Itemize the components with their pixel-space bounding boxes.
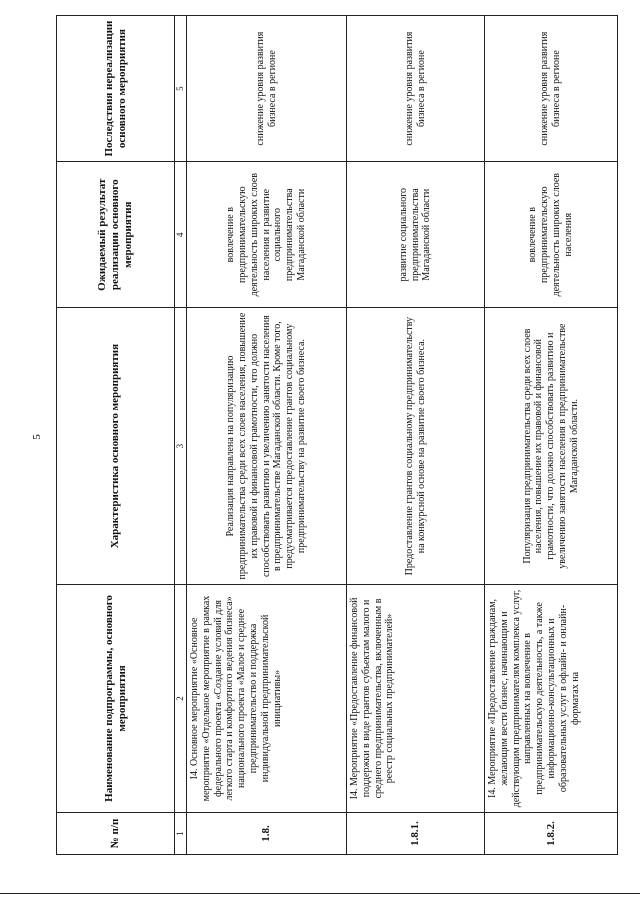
column-number: 4 <box>175 162 187 308</box>
page-number: 5 <box>30 434 43 440</box>
header-consequence: Последствия нереализации основного мероприятия <box>57 16 175 162</box>
expected-result: вовлечение в предпринимательскую деятельность широких слоев населения <box>485 162 618 308</box>
bottom-rule <box>0 893 640 894</box>
measures-table <box>56 15 618 855</box>
consequence: снижение уровня развития бизнеса в регионе <box>187 16 347 162</box>
column-number: 1 <box>175 812 187 854</box>
header-row <box>57 16 175 855</box>
measure-characteristic: Реализация направлена на популяризацию предпринимательства среди всех слоев населения, повышение их правовой и финансовой грамотности, что должно способствовать развитию и увеличению занятости населения в предпринимательстве Магаданской области. Кроме того, предусматривается предоставление грантов социальному предпринимательству на развитие своего бизнеса. <box>187 308 347 585</box>
expected-result: развитие социального предпринимательства Магаданской области <box>347 162 485 308</box>
row-number: 1.8.1. <box>347 812 485 854</box>
consequence: снижение уровня развития бизнеса в регионе <box>347 16 485 162</box>
consequence: снижение уровня развития бизнеса в регионе <box>485 16 618 162</box>
table-row <box>485 16 618 855</box>
measure-characteristic: Предоставление грантов социальному предпринимательству на конкурсной основе на развитие своего бизнеса. <box>347 308 485 585</box>
rotated-table-container <box>56 15 616 855</box>
measure-name: I4. Мероприятие «Предоставление финансовой поддержки в виде грантов субъектам малого и среднего предпринимательства, включенным в реестр социальных предпринимателей» <box>347 584 485 812</box>
row-number: 1.8. <box>187 812 347 854</box>
table-row <box>187 16 347 855</box>
expected-result: вовлечение в предпринимательскую деятельность широких слоев населения и развитие социального предпринимательства Магаданской области <box>187 162 347 308</box>
row-number: 1.8.2. <box>485 812 618 854</box>
measure-characteristic: Популяризация предпринимательства среди всех слоев населения, повышение их правовой и финансовой грамотности, что должно способствовать развитию и увеличению занятости населения в предпринимательстве Магаданской области. <box>485 308 618 585</box>
column-number-row <box>175 16 187 855</box>
header-name: Наименование подпрограммы, основного мероприятия <box>57 584 175 812</box>
header-characteristic: Характеристика основного мероприятия <box>57 308 175 585</box>
column-number: 3 <box>175 308 187 585</box>
table-row <box>347 16 485 855</box>
measure-name: I4. Основное мероприятие «Основное мероприятие «Отдельное мероприятие в рамках федерального проекта «Создание условий для легкого старта и комфортного ведения бизнеса» национального проекта «Малое и среднее предпринимательство и поддержка индивидуальной предпринимательской инициативы» <box>187 584 347 812</box>
header-number: № п/п <box>57 812 175 854</box>
column-number: 2 <box>175 584 187 812</box>
header-result: Ожидаемый результат реализации основного мероприятия <box>57 162 175 308</box>
measure-name: I4. Мероприятие «Предоставление гражданам, желающим вести бизнес, начинающим и действующим предпринимателям комплекса услуг, направленных на вовлечение в предпринимательскую деятельность, а также информационно-консультационных и образовательных услуг в офлайн- и онлайн-форматах на <box>485 584 618 812</box>
column-number: 5 <box>175 16 187 162</box>
